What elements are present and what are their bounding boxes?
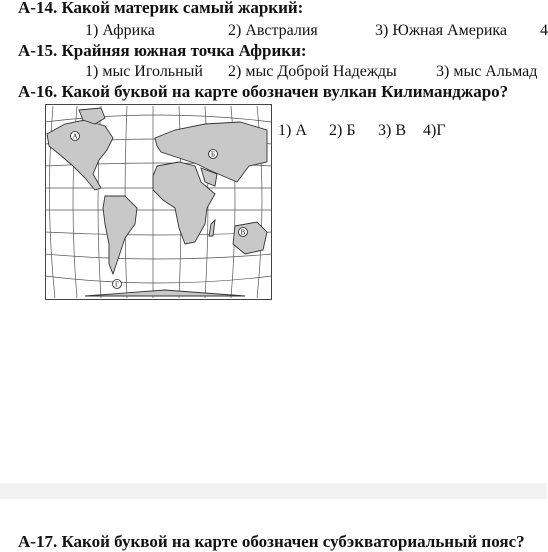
q14-option-3: 3) Южная Америка bbox=[375, 22, 508, 39]
question-a14-title: А-14. Какой материк самый жаркий: bbox=[18, 0, 304, 17]
svg-text:А: А bbox=[72, 132, 78, 141]
q15-option-3: 3) мыс Альмад bbox=[436, 63, 538, 80]
q15-option-1: 1) мыс Игольный bbox=[85, 63, 203, 80]
page-gap-divider bbox=[0, 483, 547, 499]
svg-text:В: В bbox=[240, 228, 246, 237]
q16-option-2: 2) Б bbox=[329, 122, 356, 139]
map-marker-a bbox=[71, 132, 80, 141]
q14-option-4: 4 bbox=[540, 22, 548, 39]
q15-option-2: 2) мыс Доброй Надежды bbox=[228, 63, 397, 80]
q16-option-1: 1) А bbox=[278, 122, 307, 139]
q16-option-3: 3) В bbox=[378, 122, 406, 139]
question-a16-title: А-16. Какой буквой на карте обозначен вулкан Килиманджаро? bbox=[18, 82, 509, 101]
q14-option-1: 1) Африка bbox=[85, 22, 155, 39]
world-map-figure bbox=[45, 104, 272, 300]
q16-option-4: 4)Г bbox=[423, 122, 446, 139]
svg-text:Г: Г bbox=[114, 280, 120, 289]
map-marker-v bbox=[239, 228, 248, 237]
map-marker-g bbox=[113, 280, 122, 289]
svg-text:Б: Б bbox=[210, 150, 216, 159]
question-a15-title: А-15. Крайняя южная точка Африки: bbox=[18, 41, 307, 60]
map-marker-b bbox=[209, 150, 218, 159]
question-a17-title: А-17. Какой буквой на карте обозначен субэкваториальный пояс? bbox=[18, 532, 525, 551]
q14-option-2: 2) Австралия bbox=[228, 22, 318, 39]
